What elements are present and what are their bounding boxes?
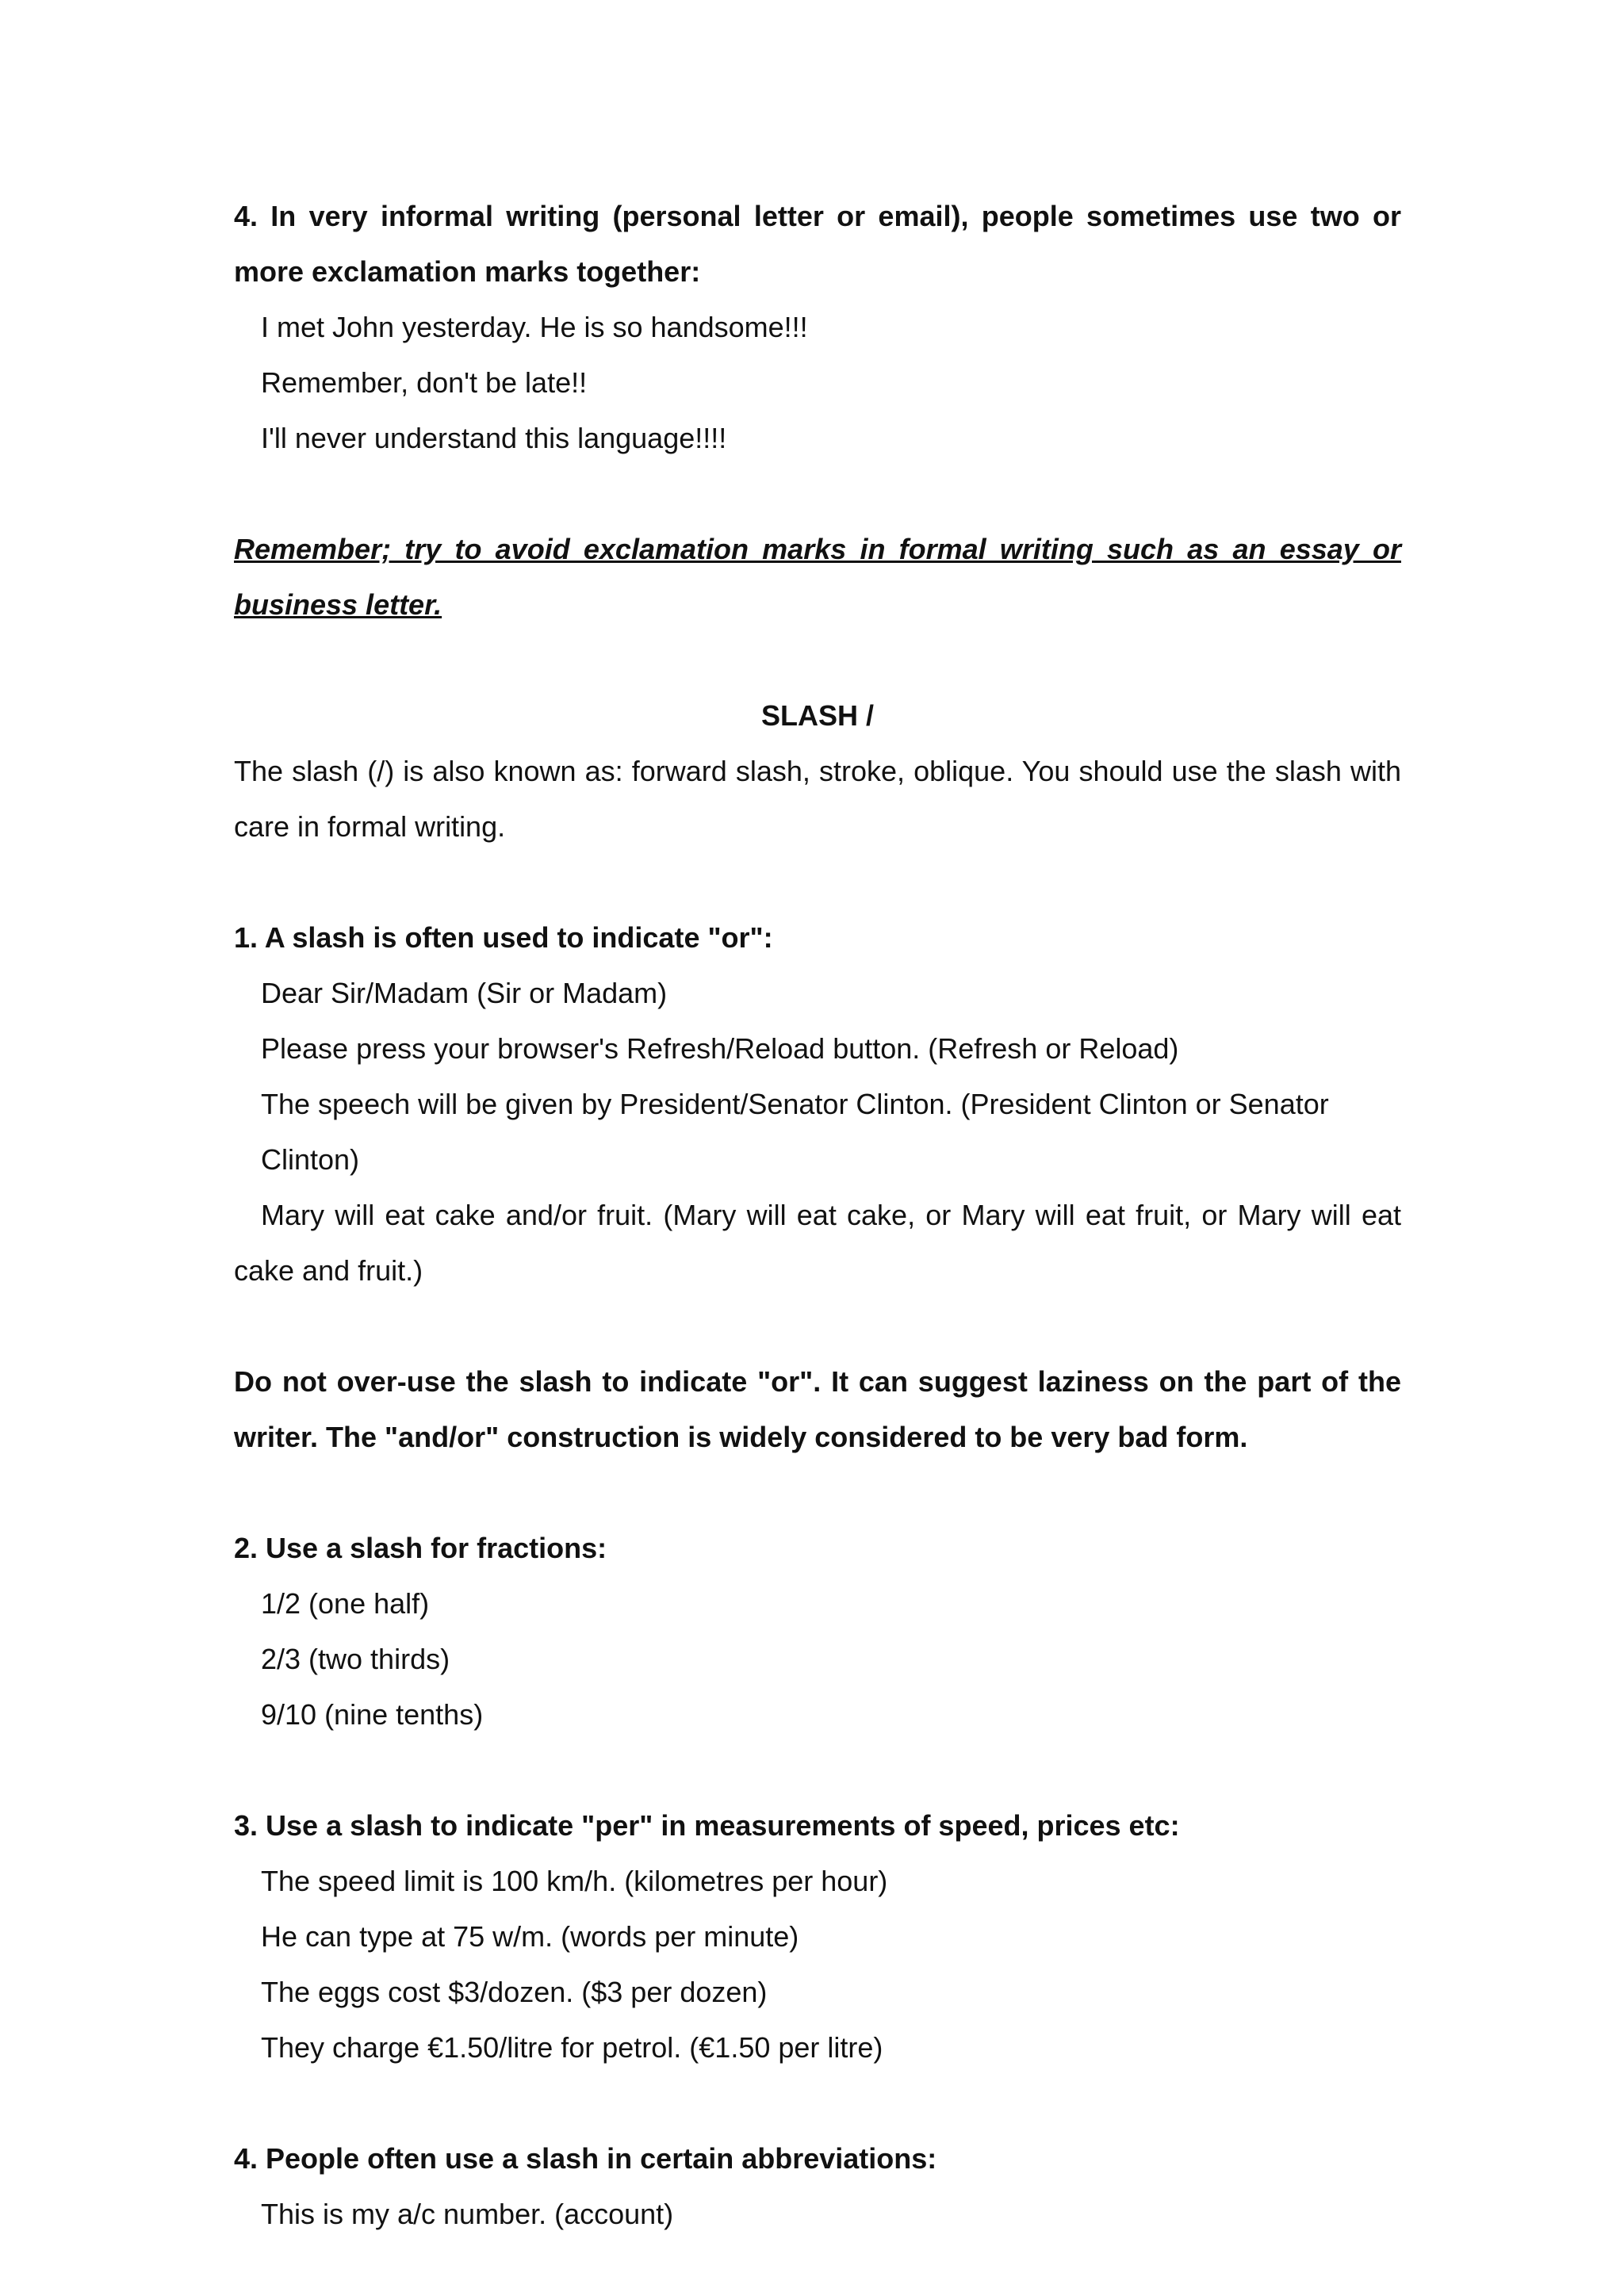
example-line: The speed limit is 100 km/h. (kilometres per hour): [261, 1865, 888, 1897]
spacer: [234, 466, 1401, 522]
example-line: The eggs cost $3/dozen. ($3 per dozen): [261, 1976, 768, 2008]
example-line: The speech will be given by President/Senator Clinton. (President Clinton or Senator Clinton): [261, 1088, 1329, 1176]
spacer: [234, 1465, 1401, 1521]
example-line: Dear Sir/Madam (Sir or Madam): [261, 977, 668, 1009]
spacer: [234, 1743, 1401, 1798]
rule-heading-abbreviations: 4. People often use a slash in certain abbreviations:: [234, 2142, 937, 2175]
example-line: 2/3 (two thirds): [261, 1643, 450, 1675]
example-line: 1/2 (one half): [261, 1587, 430, 1620]
example-line: They charge €1.50/litre for petrol. (€1.50 per litre): [261, 2031, 883, 2064]
spacer: [234, 2076, 1401, 2131]
section-heading-exclamation: 4. In very informal writing (personal letter or email), people sometimes use two or more exclamation marks together:: [234, 200, 1401, 288]
example-line: Mary will eat cake and/or fruit. (Mary will eat cake, or Mary will eat fruit, or Mary will eat cake and fruit.): [234, 1199, 1401, 1287]
example-line: I met John yesterday. He is so handsome!!!: [261, 311, 808, 343]
reminder-note: Remember; try to avoid exclamation marks in formal writing such as an essay or business letter.: [234, 533, 1401, 621]
spacer: [234, 855, 1401, 910]
rule-heading-fractions: 2. Use a slash for fractions:: [234, 1532, 607, 1564]
example-line: I'll never understand this language!!!!: [261, 422, 727, 454]
example-line: He can type at 75 w/m. (words per minute): [261, 1920, 799, 1953]
spacer: [234, 1299, 1401, 1354]
rule-heading-per: 3. Use a slash to indicate "per" in measurements of speed, prices etc:: [234, 1809, 1180, 1842]
example-line: 9/10 (nine tenths): [261, 1698, 484, 1731]
slash-intro-paragraph: The slash (/) is also known as: forward slash, stroke, oblique. You should use the slash with care in formal writing.: [234, 755, 1401, 843]
example-line: Remember, don't be late!!: [261, 366, 588, 399]
rule-heading-or: 1. A slash is often used to indicate "or":: [234, 921, 773, 954]
example-line: This is my a/c number. (account): [261, 2198, 674, 2230]
section-title-slash: SLASH /: [760, 699, 874, 732]
example-line: Please press your browser's Refresh/Reload button. (Refresh or Reload): [261, 1032, 1179, 1065]
document-page: [234, 189, 1401, 2242]
caution-note: Do not over-use the slash to indicate "or". It can suggest laziness on the part of the writer. The "and/or" construction is widely considered to be very bad form.: [234, 1365, 1401, 1453]
spacer: [234, 633, 1401, 688]
